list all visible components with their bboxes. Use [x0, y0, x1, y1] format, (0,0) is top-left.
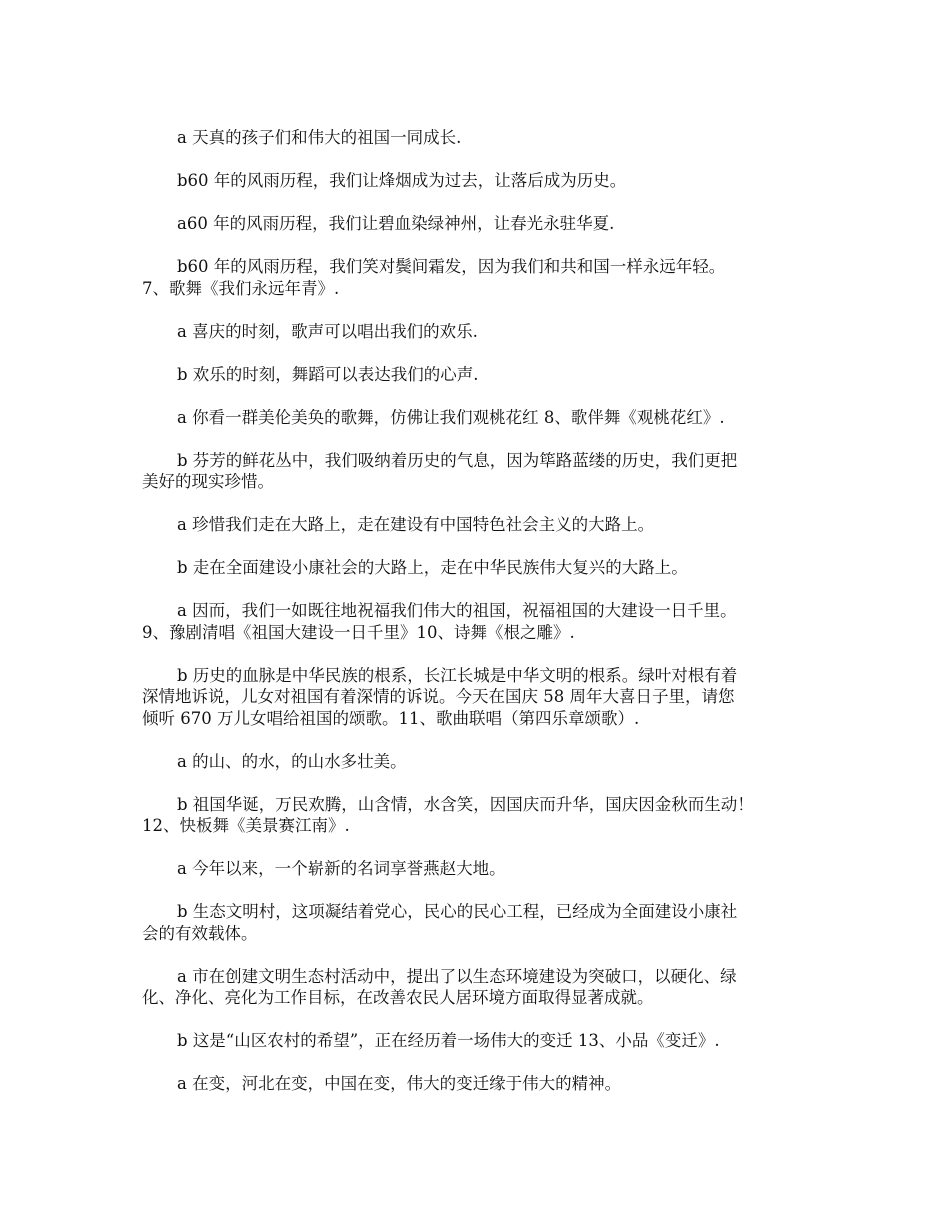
paragraph-line: a 市在创建文明生态村活动中，提出了以生态环境建设为突破口，以硬化、绿 — [177, 966, 737, 986]
paragraph-line: 7、歌舞《我们永远年青》. — [142, 278, 340, 298]
paragraph-line: 化、净化、亮化为工作目标，在改善农民人居环境方面取得显著成就。 — [142, 988, 654, 1007]
paragraph — [142, 751, 814, 773]
paragraph-line: a 因而，我们一如既往地祝福我们伟大的祖国，祝福祖国的大建设一日千里。 — [177, 601, 737, 620]
paragraph — [142, 514, 814, 536]
paragraph — [142, 557, 814, 579]
paragraph-line: a 天真的孩子们和伟大的祖国一同成长. — [177, 128, 462, 147]
paragraph-line: 9、豫剧清唱《祖国大建设一日千里》10、诗舞《根之雕》. — [142, 622, 575, 642]
paragraph — [142, 794, 814, 837]
paragraph — [142, 364, 814, 386]
paragraph — [142, 450, 814, 493]
document-body — [142, 127, 814, 1116]
paragraph-line: b 芬芳的鲜花丛中，我们吸纳着历史的气息，因为筚路蓝缕的历史，我们更把 — [177, 450, 738, 470]
paragraph-line: a 珍惜我们走在大路上，走在建设有中国特色社会主义的大路上。 — [177, 515, 655, 534]
paragraph-line: a 今年以来，一个崭新的名词享誉燕赵大地。 — [177, 859, 506, 878]
paragraph — [142, 665, 814, 730]
paragraph-line: a 在变，河北在变，中国在变，伟大的变迁缘于伟大的精神。 — [177, 1074, 622, 1093]
paragraph-line: 会的有效载体。 — [142, 923, 258, 943]
paragraph-line: a60 年的风雨历程，我们让碧血染绿神州，让春光永驻华夏. — [177, 214, 615, 233]
paragraph — [142, 600, 814, 643]
paragraph — [142, 127, 814, 149]
paragraph-line: 倾听 670 万儿女唱给祖国的颂歌。11、歌曲联唱（第四乐章颂歌）. — [142, 708, 640, 728]
paragraph — [142, 256, 814, 299]
paragraph-line: b 这是“山区农村的希望”，正在经历着一场伟大的变迁 13、小品《变迁》. — [177, 1031, 720, 1050]
paragraph-line: b 祖国华诞，万民欢腾，山含情，水含笑，因国庆而升华，国庆因金秋而生动！ — [177, 794, 754, 814]
paragraph — [142, 858, 814, 880]
paragraph-line: b60 年的风雨历程，我们笑对鬓间霜发，因为我们和共和国一样永远年轻。 — [177, 257, 726, 276]
paragraph — [142, 1073, 814, 1095]
paragraph-line: a 你看一群美伦美奂的歌舞，仿佛让我们观桃花红 8、歌伴舞《观桃花红》. — [177, 407, 725, 427]
paragraph-line: b 欢乐的时刻，舞蹈可以表达我们的心声. — [177, 364, 479, 384]
paragraph — [142, 407, 814, 429]
paragraph-line: 美好的现实珍惜。 — [142, 472, 274, 491]
paragraph-line: b 历史的血脉是中华民族的根系，长江长城是中华文明的根系。绿叶对根有着 — [177, 665, 738, 685]
paragraph — [142, 901, 814, 944]
paragraph — [142, 170, 814, 192]
paragraph-line: b60 年的风雨历程，我们让烽烟成为过去，让落后成为历史。 — [177, 171, 627, 190]
paragraph-line: b 生态文明村，这项凝结着党心，民心的民心工程，已经成为全面建设小康社 — [177, 902, 738, 921]
paragraph-line: 深情地诉说，儿女对祖国有着深情的诉说。今天在国庆 58 周年大喜日子里，请您 — [142, 687, 735, 706]
paragraph-line: 12、快板舞《美景赛江南》. — [142, 816, 350, 835]
paragraph-line: a 喜庆的时刻，歌声可以唱出我们的欢乐. — [177, 321, 478, 341]
paragraph — [142, 321, 814, 343]
paragraph-line: b 走在全面建设小康社会的大路上，走在中华民族伟大复兴的大路上。 — [177, 558, 688, 577]
paragraph-line: a 的山、的水，的山水多壮美。 — [177, 751, 407, 771]
paragraph — [142, 1030, 814, 1052]
paragraph — [142, 213, 814, 235]
paragraph — [142, 966, 814, 1009]
